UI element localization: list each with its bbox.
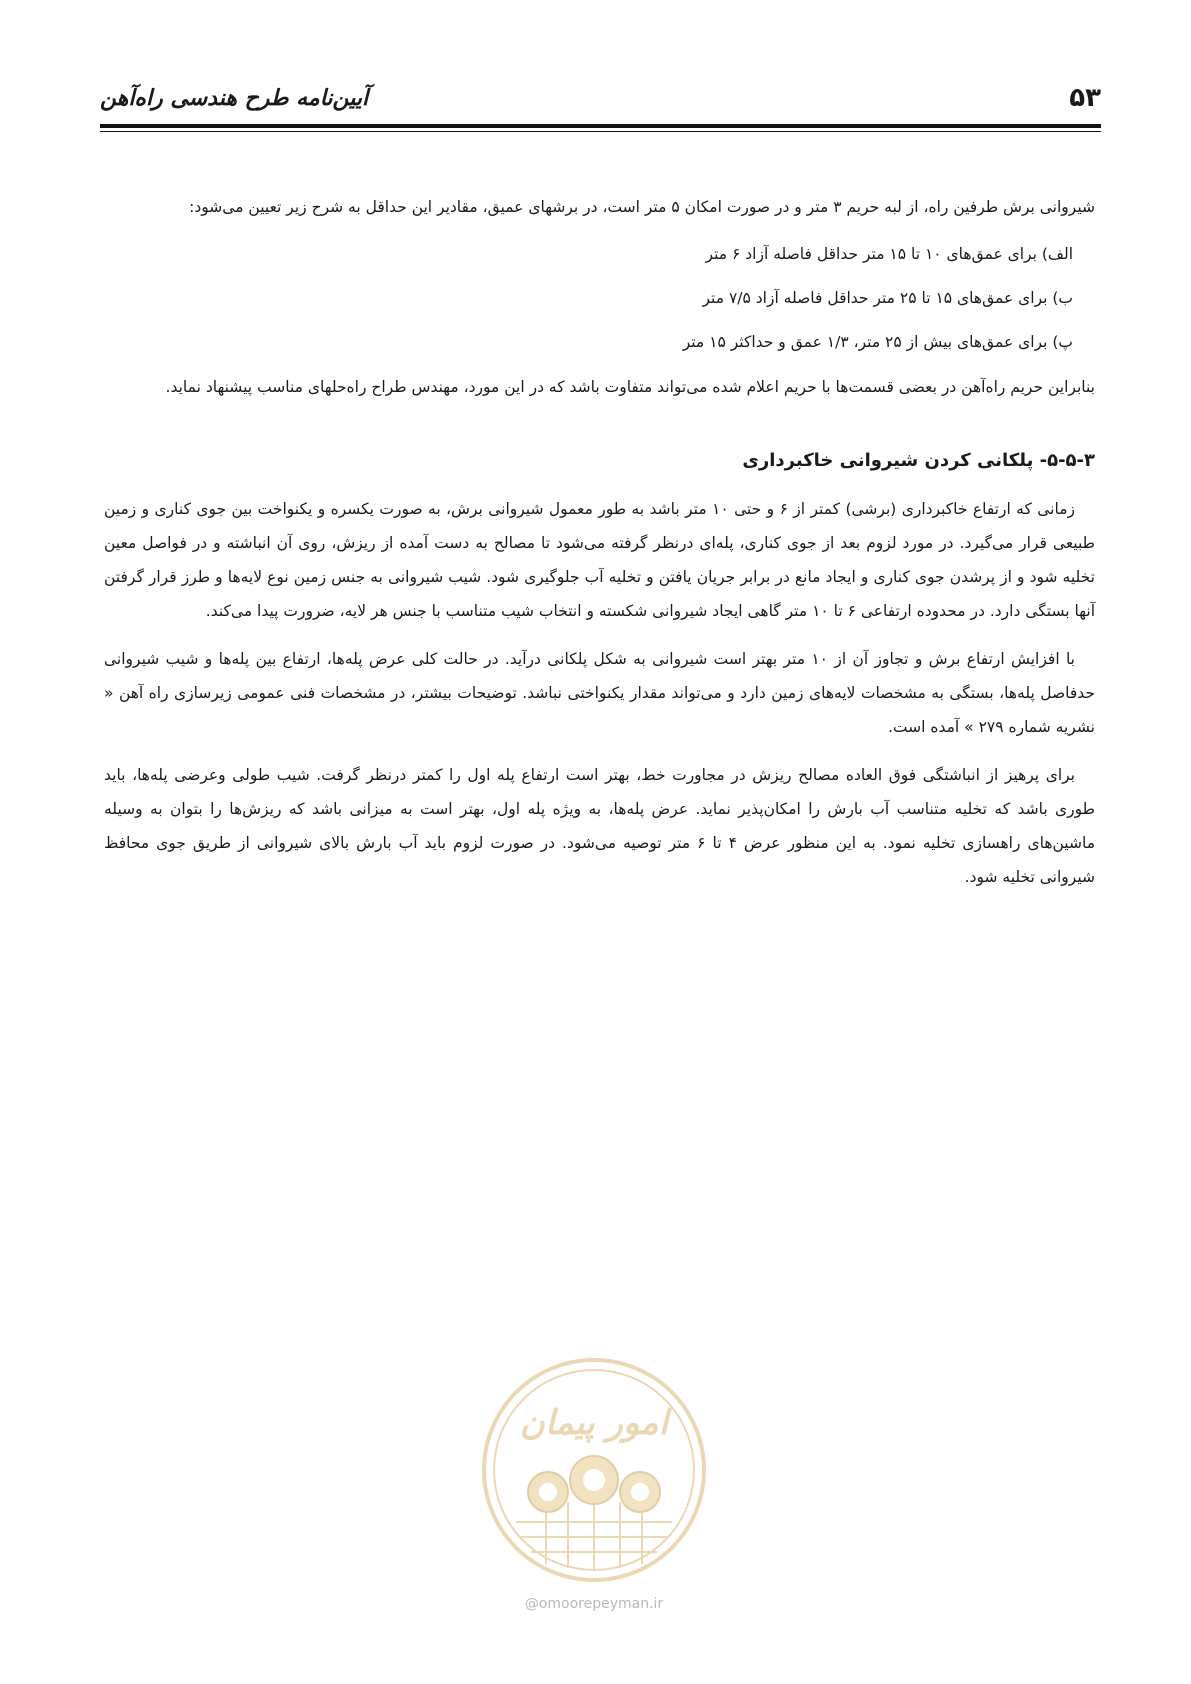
list-item: پ) برای عمق‌های بیش از ۲۵ متر، ۱/۳ عمق و حداکثر ۱۵ متر	[682, 333, 1073, 351]
page-header	[100, 78, 1101, 118]
paragraph: برای پرهیز از انباشتگی فوق العاده مصالح ریزش در مجاورت خط، بهتر است ارتفاع پله اول را کمتر درنظر گرفت. شیب طولی وعرضی پله‌ها، باید طوری باشد که تخلیه متناسب آب بارش را امکان‌پذیر نماید. عرض پله‌ها، به ویژه پله اول، بهتر است به میزانی باشد که ریزش‌ها را بتوان به وسیله ماشین‌های راهسازی تخلیه نمود. به این منظور عرض ۴ تا ۶ متر توصیه می‌شود. در صورت لزوم باید آب بارش بالای شیروانی از طریق جوی محافظ شیروانی تخلیه شود.	[104, 766, 1095, 886]
at-icon: @	[524, 1596, 539, 1612]
page-number: ۵۳	[1069, 83, 1101, 113]
depth-list	[104, 232, 1095, 364]
list-item: ب) برای عمق‌های ۱۵ تا ۲۵ متر حداقل فاصله آزاد ۷/۵ متر	[702, 289, 1073, 307]
paragraph-right-of-way: بنابراین حریم راه‌آهن در بعضی قسمت‌ها با حریم اعلام شده می‌تواند متفاوت باشد که در این مورد، مهندس طراح راه‌حلهای مناسب پیشنهاد نماید.	[165, 378, 1095, 396]
paragraph: زمانی که ارتفاع خاکبرداری (برشی) کمتر از ۶ و حتی ۱۰ متر باشد به طور معمول شیروانی برش، به صورت یکسره و یکنواخت بین جوی کناری و زمین طبیعی قرار می‌گیرد. در مورد لزوم بعد از جوی کناری، پله‌ای درنظر گرفته می‌شود تا مصالح به دست آمده از ریزش، روی آن انباشته و در فواصل معین تخلیه شود و از پرشدن جوی کناری و ایجاد مانع در برابر جریان یافتن و تخلیه آب جلوگیری شود. شیب شیروانی به جنس زمین نوع لایه‌ها و طرز قرار گرفتن آنها بستگی دارد. در محدوده ارتفاعی ۶ تا ۱۰ متر گاهی ایجاد شیروانی شکسته و انتخاب شیب متناسب با جنس هر لایه، ضرورت پیدا می‌کند.	[104, 500, 1095, 620]
header-rule-thick	[100, 124, 1101, 128]
running-title: آیین‌نامه طرح هندسی راه‌آهن	[100, 85, 369, 111]
watermark-url-text: omoorepeyman.ir	[538, 1596, 664, 1612]
watermark-logo-text: امور پیمان	[519, 1403, 669, 1443]
header-rule-thin	[100, 131, 1101, 132]
list-item: الف) برای عمق‌های ۱۰ تا ۱۵ متر حداقل فاصله آزاد ۶ متر	[705, 245, 1073, 263]
watermark-url	[470, 1596, 718, 1612]
paragraph: با افزایش ارتفاع برش و تجاوز آن از ۱۰ متر بهتر است شیروانی به شکل پلکانی درآید. در حالت کلی عرض پله‌ها، ارتفاع بین پله‌ها و شیب شیروانی حدفاصل پله‌ها، بستگی به مشخصات لایه‌های زمین دارد و می‌تواند مقدار یکنواختی نباشد. توضیحات بیشتر، در مشخصات فنی عمومی زیرسازی راه آهن « نشریه شماره ۲۷۹ » آمده است.	[104, 650, 1095, 736]
body-text	[104, 190, 1095, 908]
watermark-logo	[476, 1352, 712, 1588]
paragraph-intro: شیروانی برش طرفین راه، از لبه حریم ۳ متر و در صورت امکان ۵ متر است، در برشهای عمیق، مقادیر این حداقل به شرح زیر تعیین می‌شود:	[189, 198, 1095, 216]
section-heading: ۵-۵-۳- پلکانی کردن شیروانی خاکبرداری	[742, 450, 1095, 471]
